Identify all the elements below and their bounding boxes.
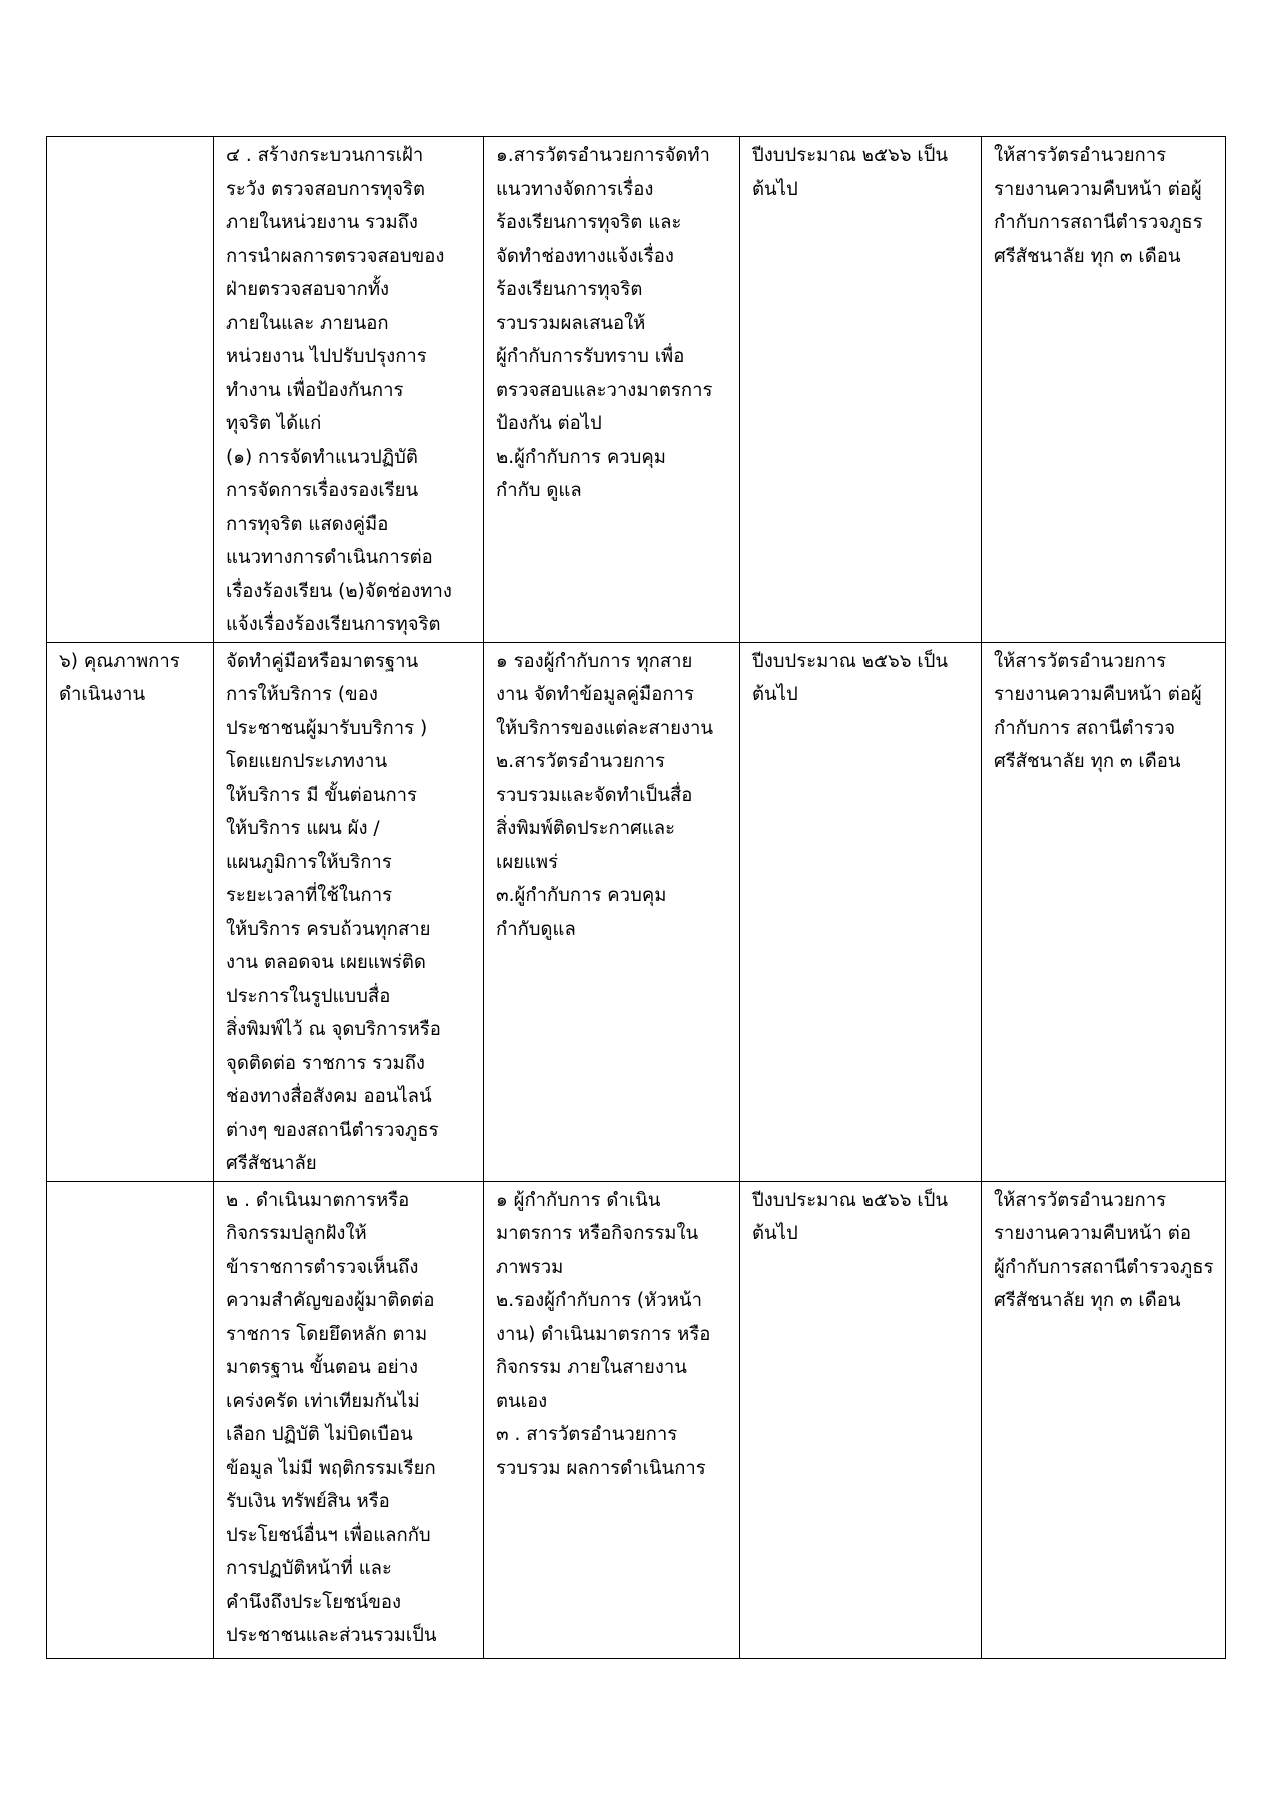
cell-text-line: ให้บริการ แผน ผัง / [226, 818, 380, 839]
cell-text-line: กำกับดูแล [496, 918, 576, 940]
measure-cell [214, 137, 484, 643]
cell-text-line: จัดทำคู่มือหรือมาตรฐาน [226, 650, 419, 672]
cell-text-line: ป้องกัน ต่อไป [496, 413, 602, 434]
cell-text-line: ฝ่ายตรวจสอบจากทั้ง [226, 279, 390, 300]
responsible-cell [484, 137, 740, 643]
cell-text-line: รายงานความคืบหน้า ต่อ [994, 1223, 1191, 1244]
cell-text-line: เรื่องร้องเรียน (๒)จัดช่องทาง [226, 580, 452, 602]
responsible-cell [484, 1181, 740, 1658]
cell-text-line: ๒.รองผู้กำกับการ (หัวหน้า [496, 1290, 702, 1311]
cell-text-line: มาตรฐาน ขั้นตอน อย่าง [226, 1357, 418, 1378]
cell-text-line: ๖) คุณภาพการ [59, 650, 180, 672]
cell-text-line: ๒.ผู้กำกับการ ควบคุม [496, 446, 666, 468]
issue-cell [47, 642, 214, 1181]
table-row [47, 1181, 1226, 1658]
cell-text-line: โดยแยกประเภทงาน [226, 751, 388, 772]
cell-text-line: ตนเอง [496, 1390, 548, 1412]
cell-text-line: กำกับ ดูแล [496, 480, 582, 501]
cell-text-line: รายงานความคืบหน้า ต่อผู้ [994, 684, 1202, 705]
cell-text-line: ความสำคัญของผู้มาติดต่อ [226, 1290, 435, 1311]
cell-text-line: (๑) การจัดทำแนวปฏิบัติ [226, 446, 418, 468]
cell-text-line: ๑ ผู้กำกับการ ดำเนิน [496, 1189, 661, 1211]
cell-text-line: ๓.ผู้กำกับการ ควบคุม [496, 885, 667, 906]
cell-text-line: ปีงบประมาณ ๒๕๖๖ เป็น [752, 650, 949, 672]
cell-text-line: แนวทางจัดการเรื่อง [496, 178, 654, 200]
cell-text-line: ให้สารวัตรอำนวยการ [994, 650, 1167, 672]
cell-text-line: ช่องทางสื่อสังคม ออนไลน์ [226, 1086, 432, 1107]
cell-text-line: การจัดการเรื่องรองเรียน [226, 480, 419, 501]
measure-cell [214, 642, 484, 1181]
cell-text-line: สิ่งพิมพ์ไว้ ณ จุดบริการหรือ [226, 1019, 441, 1040]
cell-text-line: ทำงาน เพื่อป้องกันการ [226, 379, 404, 401]
cell-text-line: ทุจริต ได้แก่ [226, 413, 322, 434]
period-cell [740, 1181, 982, 1658]
report-cell [982, 642, 1226, 1181]
cell-text-line: กิจกรรมปลูกฝังให้ [226, 1223, 367, 1244]
cell-text-line: ๔ . สร้างกระบวนการเฝ้า [226, 145, 424, 166]
cell-text-line: ประโยชน์อื่นฯ เพื่อแลกกับ [226, 1524, 431, 1546]
cell-text-line: ตรวจสอบและวางมาตรการ [496, 379, 713, 401]
cell-text-line: ปีงบประมาณ ๒๕๖๖ เป็น [752, 1189, 949, 1211]
cell-text-line: ภายในและ ภายนอก [226, 312, 389, 334]
cell-text-line: สิ่งพิมพ์ติดประกาศและ [496, 818, 676, 839]
cell-text-line: ร้องเรียนการทุจริต และ [496, 212, 682, 233]
cell-text-line: ต่างๆ ของสถานีตำรวจภูธร [226, 1119, 439, 1141]
cell-text-line: ประการในรูปแบบสื่อ [226, 985, 391, 1007]
cell-text-line: กำกับการ สถานีตำรวจ [994, 717, 1176, 739]
cell-text-line: รับเงิน ทรัพย์สิน หรือ [226, 1491, 390, 1512]
table-row [47, 137, 1226, 643]
cell-text-line: คำนึงถึงประโยชน์ของ [226, 1591, 402, 1613]
cell-text-line: แจ้งเรื่องร้องเรียนการทุจริต [226, 614, 441, 635]
cell-text-line: เผยแพร่ [496, 851, 559, 873]
cell-text-line: ให้บริการของแต่ละสายงาน [496, 717, 714, 739]
cell-text-line: ข้าราชการตำรวจเห็นถึง [226, 1256, 419, 1278]
cell-text-line: จุดติดต่อ ราชการ รวมถึง [226, 1052, 425, 1074]
cell-text-line: การนำผลการตรวจสอบของ [226, 245, 445, 267]
measure-cell [214, 1181, 484, 1658]
issue-cell [47, 1181, 214, 1658]
issue-cell [47, 137, 214, 643]
cell-text-line: ให้สารวัตรอำนวยการ [994, 1189, 1167, 1211]
responsible-cell [484, 642, 740, 1181]
cell-text-line: ๓ . สารวัตรอำนวยการ [496, 1424, 678, 1445]
cell-text-line: ระวัง ตรวจสอบการทุจริต [226, 178, 426, 200]
cell-text-line: ต้นไป [752, 684, 798, 705]
cell-text-line: รวบรวมและจัดทำเป็นสื่อ [496, 784, 693, 806]
cell-text-line: กิจกรรม ภายในสายงาน [496, 1357, 687, 1378]
cell-text-line: เลือก ปฏิบัติ ไม่บิดเบือน [226, 1424, 413, 1445]
cell-text-line: ข้อมูล ไม่มี พฤติกรรมเรียก [226, 1457, 436, 1479]
cell-text-line: กำกับการสถานีตำรวจภูธร [994, 212, 1203, 233]
report-cell [982, 137, 1226, 643]
cell-text-line: ให้สารวัตรอำนวยการ [994, 145, 1167, 166]
cell-text-line: แผนภูมิการให้บริการ [226, 851, 392, 873]
cell-text-line: การให้บริการ (ของ [226, 684, 378, 705]
cell-text-line: ดำเนินงาน [59, 684, 146, 705]
cell-text-line: ศรีสัชนาลัย ทุก ๓ เดือน [994, 245, 1181, 267]
cell-text-line: รวบรวมผลเสนอให้ [496, 312, 646, 334]
cell-text-line: ๒.สารวัตรอำนวยการ [496, 751, 665, 772]
report-cell [982, 1181, 1226, 1658]
cell-text-line: ผู้กำกับการรับทราบ เพื่อ [496, 346, 685, 367]
cell-text-line: ปีงบประมาณ ๒๕๖๖ เป็น [752, 145, 949, 166]
cell-text-line: ร้องเรียนการทุจริต [496, 279, 643, 300]
cell-text-line: ๑ รองผู้กำกับการ ทุกสาย [496, 650, 693, 672]
cell-text-line: แนวทางการดำเนินการต่อ [226, 547, 433, 568]
cell-text-line: งาน จัดทำข้อมูลคู่มือการ [496, 684, 694, 705]
cell-text-line: มาตรการ หรือกิจกรรมใน [496, 1223, 699, 1244]
cell-text-line: ๑.สารวัตรอำนวยการจัดทำ [496, 145, 710, 166]
cell-text-line: รายงานความคืบหน้า ต่อผู้ [994, 178, 1202, 200]
cell-text-line: ศรีสัชนาลัย ทุก ๓ เดือน [994, 1290, 1181, 1311]
cell-text-line: ให้บริการ มี ขั้นต่อนการ [226, 784, 417, 806]
action-plan-table [46, 136, 1226, 1659]
cell-text-line: ๒ . ดำเนินมาตการหรือ [226, 1189, 410, 1211]
cell-text-line: ผู้กำกับการสถานีตำรวจภูธร [994, 1256, 1214, 1278]
cell-text-line: รวบรวม ผลการดำเนินการ [496, 1457, 706, 1479]
table-row [47, 642, 1226, 1181]
cell-text-line: ต้นไป [752, 1223, 798, 1244]
cell-text-line: จัดทำช่องทางแจ้งเรื่อง [496, 245, 674, 267]
cell-text-line: ประชาชนผู้มารับบริการ ) [226, 717, 428, 739]
cell-text-line: งาน ตลอดจน เผยแพร่ติด [226, 952, 426, 973]
cell-text-line: ระยะเวลาที่ใช้ในการ [226, 885, 393, 906]
cell-text-line: ภาพรวม [496, 1256, 564, 1278]
cell-text-line: ให้บริการ ครบถ้วนทุกสาย [226, 918, 431, 940]
cell-text-line: การทุจริต แสดงคู่มือ [226, 513, 389, 535]
cell-text-line: ประชาชนและส่วนรวมเป็น [226, 1625, 437, 1646]
cell-text-line: ภายในหน่วยงาน รวมถึง [226, 212, 418, 233]
period-cell [740, 642, 982, 1181]
cell-text-line: งาน) ดำเนินมาตรการ หรือ [496, 1323, 711, 1345]
cell-text-line: ศรีสัชนาลัย [226, 1153, 317, 1174]
period-cell [740, 137, 982, 643]
cell-text-line: การปฏบัติหน้าที่ และ [226, 1558, 392, 1579]
cell-text-line: ศรีสัชนาลัย ทุก ๓ เดือน [994, 751, 1181, 772]
cell-text-line: เคร่งครัด เท่าเทียมกันไม่ [226, 1390, 420, 1412]
cell-text-line: ต้นไป [752, 178, 798, 200]
cell-text-line: ราชการ โดยยึดหลัก ตาม [226, 1323, 428, 1345]
cell-text-line: หน่วยงาน ไปปรับปรุงการ [226, 346, 427, 367]
